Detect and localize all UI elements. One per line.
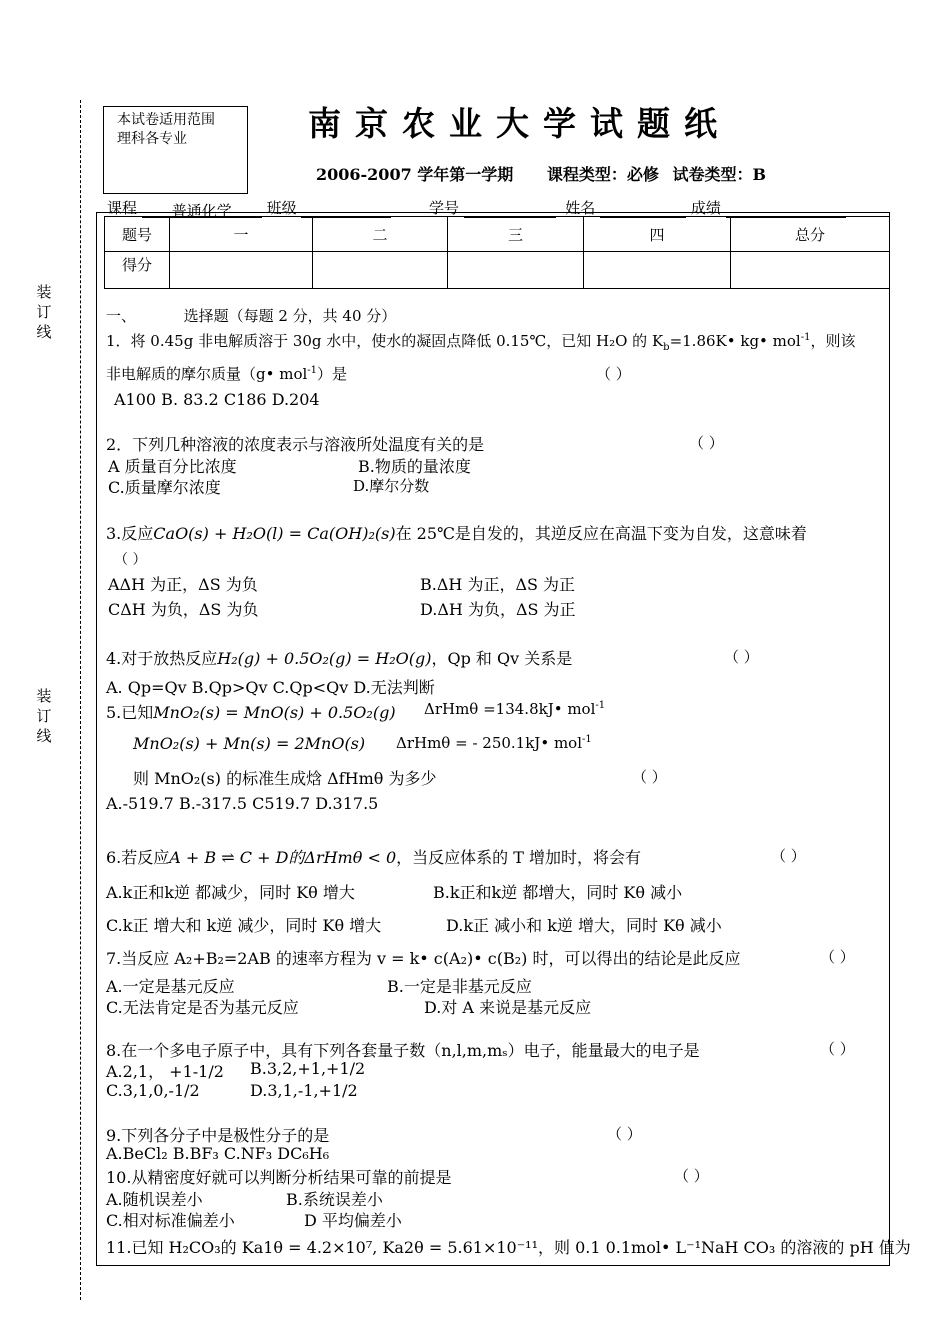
q5-options: A.-519.7 B.-317.5 C519.7 D.317.5 [106,794,379,813]
q1-options: A100 B. 83.2 C186 D.204 [114,390,320,409]
q5-line1 [106,700,396,723]
q6-option-a: A.k正和k逆 都减少，同时 Kθ 增大 [106,883,355,902]
term: 2006-2007 学年第一学期 [316,165,514,184]
score-cell-2[interactable] [313,252,448,289]
q8-option-a: A.2,1， +1-1/2 [106,1062,224,1081]
course-type: 课程类型：必修 [546,165,659,184]
q7-option-d: D.对 A 来说是基元反应 [424,998,592,1017]
score-col-4: 四 [584,217,731,252]
q6-answer-paren: （ ） [771,847,806,865]
section-title: 选择题（每题 2 分，共 40 分） [183,307,397,325]
q4-answer-paren: （ ） [724,648,759,666]
q5-question: 则 MnO₂(s) 的标准生成焓 ΔfHmθ 为多少 [133,769,437,788]
q5-enthalpy-1-sup: -1 [595,700,606,711]
q4-suffix: ，Qp 和 Qv 关系是 [431,649,573,668]
q2-answer-paren: （ ） [689,434,724,452]
scope-line-1: 本试卷适用范围 [117,112,215,128]
q2-option-c: C.质量摩尔浓度 [108,478,221,497]
q3-prefix: 3.反应 [106,524,154,543]
page-title: 南京农业大学试题纸 [308,104,731,143]
q9-options: A.BeCl₂ B.BF₃ C.NF₃ DC₆H₆ [106,1144,330,1163]
q2-question: 2．下列几种溶液的浓度表示与溶液所处温度有关的是 [106,435,485,454]
q10-answer-paren: （ ） [674,1167,709,1185]
course-value: 普通化学 [171,202,232,220]
score-cell-3[interactable] [448,252,584,289]
scope-line-2: 理科各专业 [117,131,187,147]
q5-enthalpy-2 [396,734,592,752]
q10-option-a: A.随机误差小 [106,1190,203,1209]
q1-line1 [106,330,855,353]
q1-text-c: ，则该 [810,332,856,350]
q10-option-d: D 平均偏差小 [304,1211,402,1230]
q8-option-d: D.3,1,-1,+1/2 [250,1081,358,1100]
q3-option-b: B.ΔH 为正，ΔS 为正 [420,575,576,594]
q11-question: 11.已知 H₂CO₃的 Ka1θ = 4.2×10⁷, Ka2θ = 5.61×10⁻¹¹，则 0.1 0.1mol• L⁻¹NaH CO₃ 的溶液的 pH 值为 [106,1238,911,1257]
score-cell-4[interactable] [584,252,731,289]
exam-type: 试卷类型：B [672,165,766,184]
q4-prefix: 4.对于放热反应 [106,649,218,668]
q3-option-c: CΔH 为负，ΔS 为负 [108,600,259,619]
score-col-total: 总分 [731,217,890,252]
q3-option-a: AΔH 为正，ΔS 为负 [108,575,258,594]
q1-text-a: 1．将 0.45g 非电解质溶于 30g 水中，使水的凝固点降低 0.15℃，已知 H₂O 的 K [106,332,664,350]
q6-option-b: B.k正和k逆 都增大，同时 Kθ 减小 [433,883,683,902]
score-col-1: 一 [170,217,313,252]
q8-option-c: C.3,1,0,-1/2 [106,1081,200,1100]
q3-suffix: 在 25℃是自发的，其逆反应在高温下变为自发，这意味着 [395,524,807,543]
q8-question: 8.在一个多电子原子中，具有下列各套量子数（n,l,m,mₛ）电子，能量最大的电子是 [106,1041,700,1060]
q4-question [106,646,572,669]
q9-answer-paren: （ ） [607,1125,642,1143]
q6-option-d: D.k正 减小和 k逆 增大，同时 Kθ 减小 [446,916,722,935]
q5-enthalpy-2-sup: -1 [582,734,592,745]
q6-question [106,845,641,868]
binding-label-bottom: 装订线 [36,687,52,745]
q1-line2-end: ）是 [317,365,348,383]
q5-enthalpy-1 [424,700,605,718]
q3-option-d: D.ΔH 为负，ΔS 为正 [420,600,576,619]
q1-line2-sup: -1 [307,365,318,376]
q8-option-b: B.3,2,+1,+1/2 [250,1059,366,1078]
class-label: 班级 [266,199,297,217]
q8-answer-paren: （ ） [820,1040,855,1058]
q6-equation: A + B ⇌ C + D的ΔrHmθ < 0 [169,848,397,867]
student-id-label: 学号 [428,199,459,217]
score-cell-1[interactable] [170,252,313,289]
q9-question: 9.下列各分子中是极性分子的是 [106,1126,330,1145]
q2-option-b: B.物质的量浓度 [358,457,471,476]
q5-equation-1: MnO₂(s) = MnO(s) + 0.5O₂(g) [153,703,396,722]
q5-enthalpy-1-text: ΔrHmθ =134.8kJ• mol [424,700,596,718]
question-number-label: 题号 [105,217,170,252]
score-col-2: 二 [313,217,448,252]
q4-equation: H₂(g) + 0.5O₂(g) = H₂O(g) [217,649,432,668]
q1-text-b: =1.86K• kg• mol [669,332,801,350]
exam-subtitle [316,162,794,185]
section-heading [106,305,396,326]
q7-option-b: B.一定是非基元反应 [387,977,532,996]
binding-line [80,100,81,1300]
q5-prefix: 5.已知 [106,703,154,722]
q10-option-c: C.相对标准偏差小 [106,1211,235,1230]
q5-answer-paren: （ ） [632,768,667,786]
q2-option-d: D.摩尔分数 [353,477,430,495]
q10-question: 10.从精密度好就可以判断分析结果可靠的前提是 [106,1168,452,1187]
q6-prefix: 6.若反应 [106,848,170,867]
q6-option-c: C.k正 增大和 k逆 减少，同时 Kθ 增大 [106,916,382,935]
scope-box [103,106,248,194]
q5-equation-2: MnO₂(s) + Mn(s) = 2MnO(s) [133,734,366,753]
score-label: 得分 [105,252,170,289]
q4-options: A. Qp=Qv B.Qp>Qv C.Qp<Qv D.无法判断 [106,678,435,697]
q1-sup: -1 [800,332,811,343]
q7-question: 7.当反应 A₂+B₂=2AB 的速率方程为 v = k• c(A₂)• c(B₂) 时，可以得出的结论是此反应 [106,949,741,968]
q1-answer-paren: （ ） [596,365,631,383]
score-col-3: 三 [448,217,584,252]
q3-answer-paren: （ ） [114,552,147,568]
q7-option-c: C.无法肯定是否为基元反应 [106,998,299,1017]
q3-question [106,521,807,544]
q1-sub-b: b [663,342,670,353]
q6-suffix: ，当反应体系的 T 增加时，将会有 [396,848,641,867]
score-table [104,216,890,289]
score-cell-total[interactable] [731,252,890,289]
score-value-row [105,252,890,289]
q2-option-a: A 质量百分比浓度 [108,457,237,476]
q10-option-b: B.系统误差小 [286,1190,383,1209]
q1-line2 [106,363,347,384]
grade-label: 成绩 [690,199,721,217]
q7-option-a: A.一定是基元反应 [106,977,235,996]
q3-equation: CaO(s) + H₂O(l) = Ca(OH)₂(s) [153,524,396,543]
name-label: 姓名 [565,199,596,217]
q7-answer-paren: （ ） [820,948,855,966]
q1-line2-text: 非电解质的摩尔质量（g• mol [106,365,308,383]
q5-enthalpy-2-text: ΔrHmθ = - 250.1kJ• mol [396,734,582,752]
course-label: 课程 [107,199,138,217]
binding-label-top: 装订线 [36,283,52,341]
score-header-row [105,217,890,252]
section-number: 一、 [106,307,137,325]
